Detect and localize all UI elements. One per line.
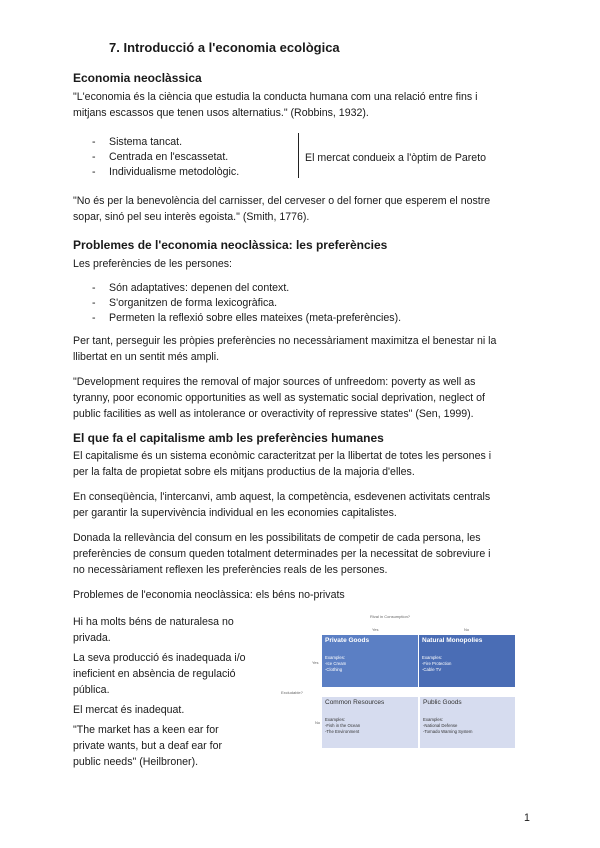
list-item: - Centrada en l'escassetat. [92,150,239,165]
capitalisme-p3-line-3: no necessàriament reflexen les preferències reals de les persones. [73,564,388,576]
bens-para-4-line-3: public needs" (Heilbroner). [73,756,199,768]
cell-line: -The Environment [325,729,360,734]
quote-robbins-line-1: "L'economia és la ciència que estudia la conducta humana com una relació entre fins i [73,91,478,103]
cell-body [325,717,360,735]
preferencies-para-line-1: Per tant, perseguir les pròpies preferències no necessàriament maximitza el benestar ni la [73,335,497,347]
capitalisme-p3-line-1: Donada la rellevància del consum en les possibilitats de competir de cada persona, les [73,532,481,544]
cell-common-resources [322,696,418,748]
cell-line: Examples: [325,655,346,660]
cell-natural-monopolies [419,635,515,687]
preferencies-para-line-2: llibertat en un sentit més ampli. [73,351,220,363]
capitalisme-p2-line-2: per garantir la supervivència individual en les economies capitalistes. [73,507,397,519]
cell-line: Examples: [325,717,346,722]
bens-para-2-line-3: pública. [73,684,110,696]
heading-capitalisme: El que fa el capitalisme amb les preferències humanes [73,431,384,445]
bens-para-1-line-2: privada. [73,632,111,644]
divider-line [298,133,299,178]
bens-no-privats-caption: Problemes de l'economia neoclàssica: els béns no-privats [73,589,345,601]
cell-line: -Fish in the Ocean [325,723,361,728]
cell-private-goods [322,635,418,687]
cell-line: Examples: [423,717,444,722]
quote-sen-line-3: public facilities as well as intolerance or overactivity of repressive states" (Sen, 1999). [73,408,474,420]
cell-line: -Cable TV [422,667,442,672]
cell-body [423,717,473,735]
page-number: 1 [524,812,530,824]
cell-title: Natural Monopolies [422,637,483,644]
capitalisme-p3-line-2: preferències de consum queden totalment determinades per la necessitat de sobreviure i [73,548,491,560]
preferencies-intro: Les preferències de les persones: [73,258,232,270]
cell-line: Examples: [422,655,443,660]
side-note-pareto: El mercat condueix a l'òptim de Pareto [305,152,487,164]
bens-para-4-line-1: "The market has a keen ear for [73,724,219,736]
cell-title: Public Goods [423,699,462,706]
bens-para-2-line-1: La seva producció és inadequada i/o [73,652,246,664]
capitalisme-p2-line-1: En conseqüència, l'intercanvi, amb aquest, la competència, esdevenen activitats centrals [73,491,491,503]
list-item: - S'organitzen de forma lexicogràfica. [92,296,401,311]
heading-economia-neoclassica: Economia neoclàssica [73,71,202,85]
cell-line: -Clothing [325,667,343,672]
bens-para-2-line-2: ineficient en absència de regulació [73,668,236,680]
list-item: - Permeten la reflexió sobre elles mateixes (meta-preferències). [92,311,401,326]
quote-robbins-line-2: mitjans escassos que tenen usos alternatius." (Robbins, 1932). [73,107,369,119]
cell-body [422,655,451,673]
page-title: 7. Introducció a l'economia ecològica [109,40,340,55]
cell-line: -National Defense [423,723,458,728]
bens-para-3: El mercat és inadequat. [73,704,185,716]
list-item: - Són adaptatives: depenen del context. [92,281,401,296]
cell-body [325,655,346,673]
figure-row-no: No [315,720,321,725]
cell-line: -Fire Protection [422,661,452,666]
heading-preferencies: Problemes de l'economia neoclàssica: les preferències [73,238,388,252]
capitalisme-p1-line-2: per la falta de propietat sobre els mitjans productius de la majoria d'elles. [73,466,415,478]
figure-row-yes: Yes [312,660,319,665]
cell-line: -Ice Cream [325,661,347,666]
neoclassica-bullet-list [92,135,239,180]
cell-title: Common Resources [325,699,385,706]
bens-para-1-line-1: Hi ha molts béns de naturalesa no [73,616,234,628]
figure-col-no: No [464,627,470,632]
figure-col-yes: Yes [372,627,379,632]
preferencies-bullet-list [92,281,401,326]
bens-para-4-line-2: private wants, but a deaf ear for [73,740,222,752]
cell-public-goods [419,696,515,748]
figure-side-label: Excludable? [281,690,303,695]
capitalisme-p1-line-1: El capitalisme és un sistema econòmic caracteritzat per la llibertat de totes les persones i [73,450,492,462]
cell-line: -Tornado Warning System [423,729,473,734]
list-item: - Sistema tancat. [92,135,239,150]
quote-smith-line-2: sopar, sinó pel seu interès egoista." (Smith, 1776). [73,211,310,223]
figure-top-label: Rival in Consumption? [370,614,411,619]
quote-sen-line-2: tyranny, poor economic opportunities as well as systematic social deprivation, neglect of [73,392,485,404]
quote-smith-line-1: "No és per la benevolència del carnisser, del cerveser o del forner que esperem el nostre [73,195,491,207]
quote-sen-line-1: "Development requires the removal of major sources of unfreedom: poverty as well as [73,376,476,388]
cell-title: Private Goods [325,637,370,644]
list-item: - Individualisme metodològic. [92,165,239,180]
